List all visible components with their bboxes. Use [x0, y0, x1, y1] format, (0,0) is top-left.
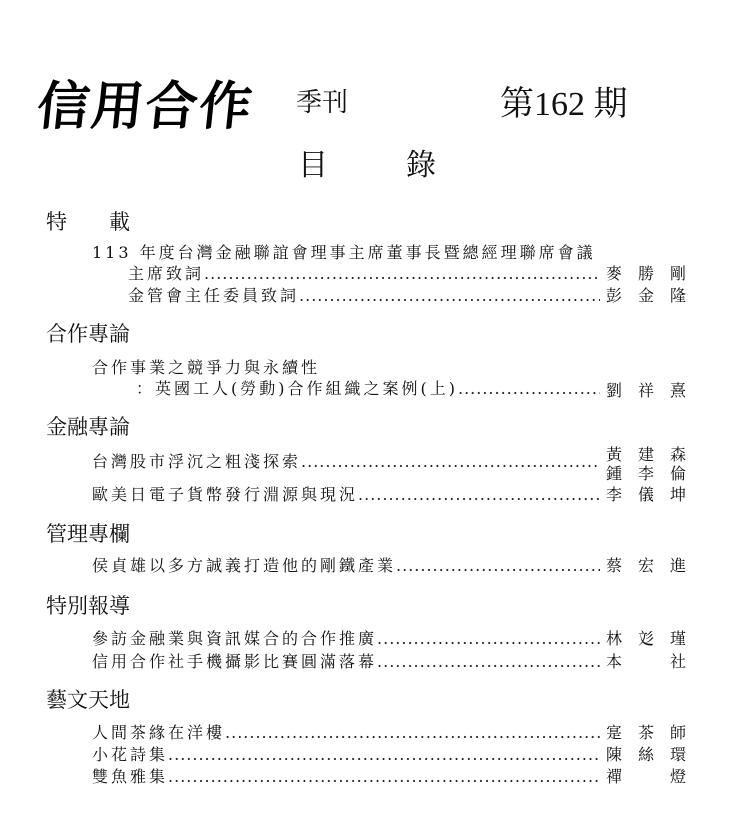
leader-dots: [168, 745, 600, 764]
toc-entry-title: 台灣股市浮沉之粗淺探索: [92, 452, 302, 471]
toc-entry-title-line1: 113 年度台灣金融聯誼會理事主席董事長暨總經理聯席會議: [92, 243, 596, 262]
magazine-logo-title: 信用合作: [34, 76, 257, 137]
toc-entry-title: 人間茶緣在洋樓: [92, 723, 226, 742]
leader-dots: [225, 723, 600, 742]
toc-entry-title: 雙魚雅集: [92, 767, 169, 786]
toc-entry-author: 黃建森: [606, 445, 686, 464]
leader-dots: [204, 264, 600, 283]
section-heading-cooperative: 合作專論: [46, 322, 130, 346]
toc-entry[interactable]: [92, 556, 600, 575]
leader-dots: [377, 629, 600, 648]
leader-dots: [377, 652, 600, 671]
toc-entry[interactable]: [136, 379, 600, 398]
toc-entry[interactable]: [92, 745, 600, 764]
section-heading-arts: 藝文天地: [46, 688, 130, 712]
toc-entry-author: 禪燈: [606, 767, 686, 786]
toc-entry[interactable]: [92, 629, 600, 648]
toc-entry-author: 麥勝剛: [606, 264, 686, 283]
toc-entry-author: 劉祥熹: [606, 381, 686, 400]
toc-entry-title: 信用合作社手機攝影比賽圓滿落幕: [92, 652, 378, 671]
leader-dots: [396, 556, 600, 575]
leader-dots: [358, 485, 600, 504]
toc-entry-title: 歐美日電子貨幣發行淵源與現況: [92, 485, 359, 504]
section-heading-management: 管理專欄: [46, 522, 130, 546]
toc-entry-author: 寔茶師: [606, 723, 686, 742]
toc-entry-author: 陳絲環: [606, 745, 686, 764]
toc-entry-title: 侯貞雄以多方誠義打造他的剛鐵產業: [92, 556, 397, 575]
toc-entry-title-line1: 合作事業之競爭力與永續性: [92, 358, 321, 377]
toc-title: 目錄: [298, 148, 514, 183]
toc-entry-title: 小花詩集: [92, 745, 169, 764]
masthead: [34, 64, 678, 137]
leader-dots: [168, 767, 600, 786]
toc-entry-author: 李儀坤: [606, 485, 686, 504]
toc-entry[interactable]: [92, 767, 600, 786]
toc-entry[interactable]: [92, 452, 600, 471]
toc-entry[interactable]: [92, 723, 600, 742]
toc-entry-author: 本社: [606, 652, 686, 671]
toc-entry-title: 主席致詞: [128, 264, 205, 283]
toc-entry[interactable]: [92, 485, 600, 504]
toc-entry-author: 彭金隆: [606, 286, 686, 305]
toc-entry[interactable]: [128, 264, 600, 283]
toc-entry-author: 林彣瑾: [606, 629, 686, 648]
section-heading-finance: 金融專論: [46, 415, 130, 439]
toc-entry-title: 金管會主任委員致詞: [128, 286, 300, 305]
section-heading-special: 特 載: [46, 210, 130, 234]
leader-dots: [301, 452, 600, 471]
leader-dots: [458, 379, 600, 398]
leader-dots: [299, 286, 600, 305]
toc-entry-author-2: 鍾李倫: [606, 464, 686, 483]
toc-entry[interactable]: [92, 652, 600, 671]
toc-entry-title: ：英國工人(勞動)合作組織之案例(上): [136, 379, 458, 398]
toc-entry-title: 參訪金融業與資訊媒合的合作推廣: [92, 629, 378, 648]
quarterly-label: 季刊: [296, 88, 349, 118]
section-heading-special-report: 特別報導: [46, 594, 130, 618]
toc-entry[interactable]: [128, 286, 600, 305]
issue-number: 第162 期: [500, 86, 628, 123]
toc-entry-author: 蔡宏進: [606, 556, 686, 575]
